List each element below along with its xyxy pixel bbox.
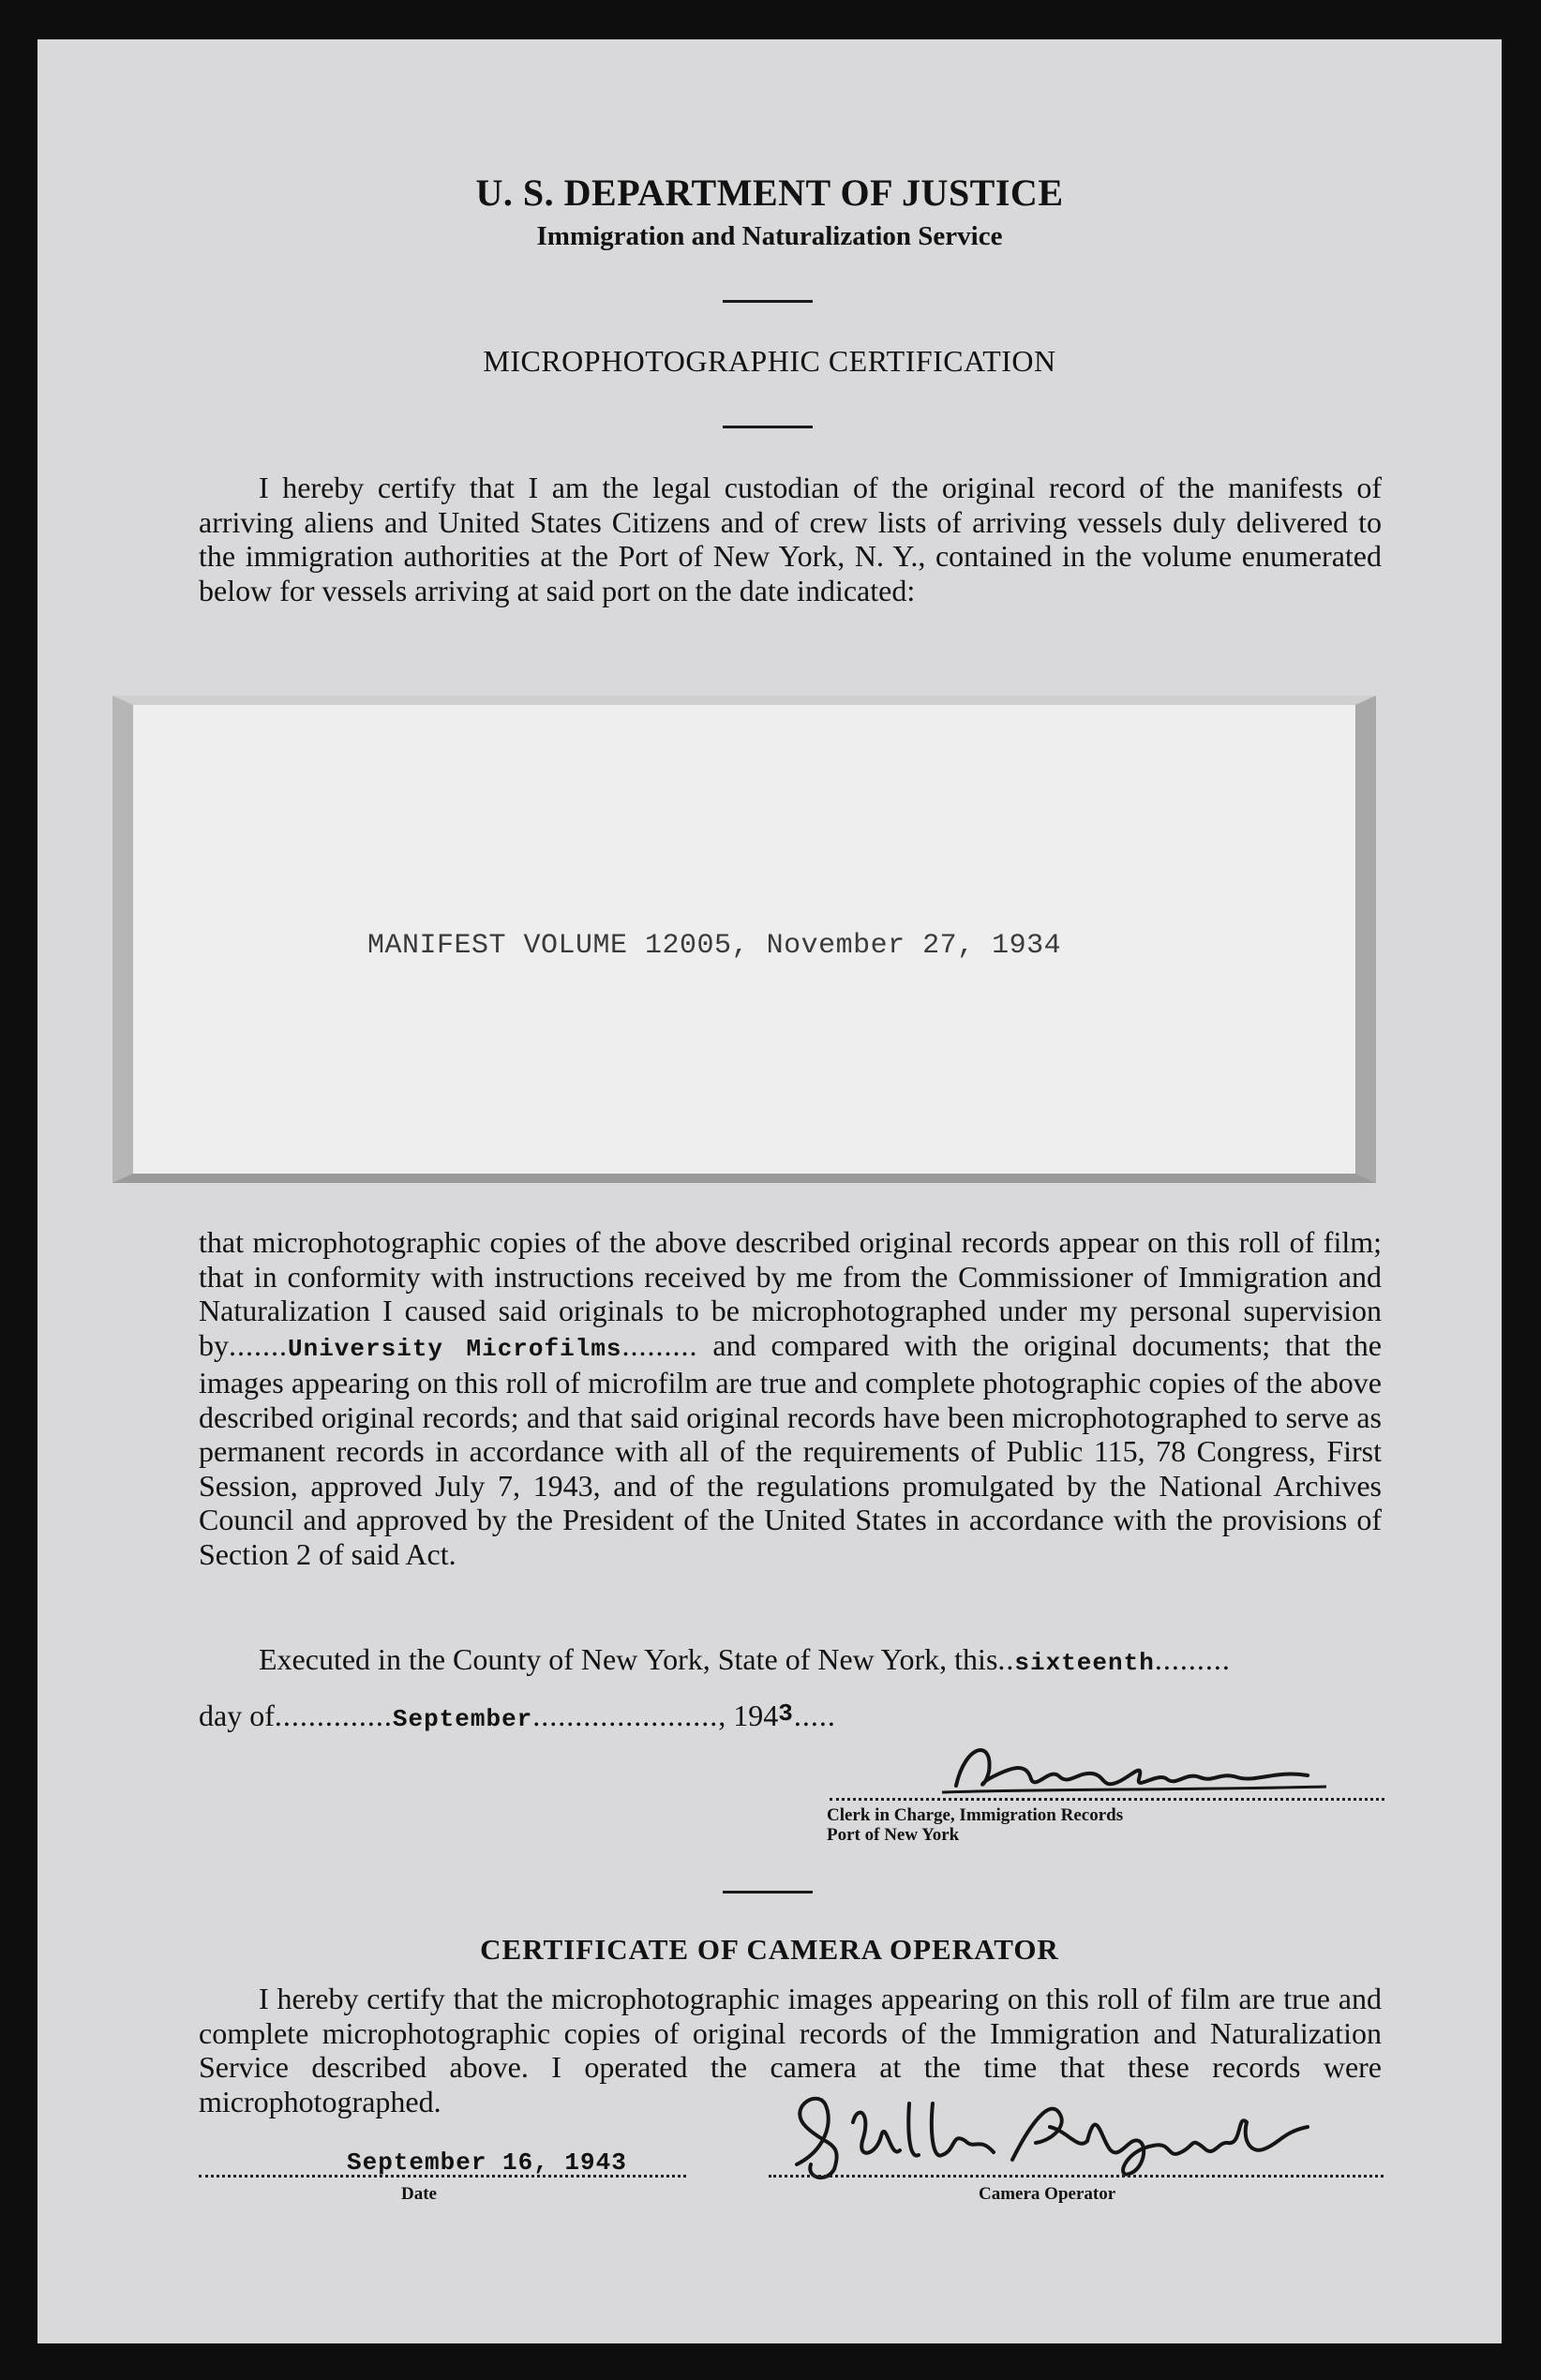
divider <box>723 426 813 428</box>
divider <box>723 300 813 303</box>
body-text-part2: and compared with the original documents; that the images appearing on this roll of microfilm are true and complete photographic copies of the above described original records; and that said original records have been microphotographed to serve as permanent records in accordance with all of the requirements of Public 115, 78 Congress, First Session, approved July 7, 1943, and of the regulations promulgated by the National Archives Council and approved by the President of the United States in accordance with the provisions of Section 2 of said Act. <box>199 1327 1383 1571</box>
certification-body <box>199 1225 1382 1571</box>
certification-title: MICROPHOTOGRAPHIC CERTIFICATION <box>483 344 1056 378</box>
execution-line <box>259 1642 1231 1677</box>
camera-operator-heading: CERTIFICATE OF CAMERA OPERATOR <box>480 1933 1059 1966</box>
date-label: Date <box>401 2184 437 2204</box>
day-of-line <box>199 1699 836 1733</box>
month-value: September <box>392 1705 533 1733</box>
day-of-label: day of <box>199 1699 275 1732</box>
fill-dots: ..... <box>793 1699 836 1732</box>
execution-prefix: Executed in the County of New York, State of New York, this <box>259 1642 998 1676</box>
year-prefix: , 194 <box>718 1699 779 1732</box>
fill-dots: .............. <box>274 1699 393 1732</box>
camera-operator-signature-line <box>769 2175 1384 2178</box>
fill-dots: .. <box>997 1642 1015 1676</box>
intro-paragraph: I hereby certify that I am the legal custodian of the original record of the manifests of arriving aliens and United States Citizens and of crew lists of arriving vessels duly delivered to the immigration authorities at the Port of New York, N. Y., contained in the volume enumerated below for vessels arriving at said port on the date indicated: <box>199 471 1382 607</box>
clerk-signature-line <box>830 1798 1384 1801</box>
year-digit: 3 <box>778 1699 794 1728</box>
camera-operator-paragraph: I hereby certify that the microphotographic images appearing on this roll of film are true and complete microphotographic copies of original records of the Immigration and Naturalization Service described above. I operated the camera at the time that these records were microphotographed. <box>199 1982 1382 2118</box>
manifest-slip <box>112 696 1376 1183</box>
day-word: sixteenth <box>1014 1649 1155 1677</box>
operator-date-value: September 16, 1943 <box>347 2148 627 2177</box>
fill-dots: ......... <box>621 1327 698 1362</box>
camera-operator-signature <box>769 2085 1331 2188</box>
agency-heading: U. S. DEPARTMENT OF JUSTICE <box>475 172 1064 214</box>
photographer-name: University Microfilms <box>288 1334 622 1363</box>
fill-dots: ....... <box>229 1327 288 1362</box>
camera-operator-label: Camera Operator <box>979 2184 1116 2204</box>
body-text-part1: that microphotographic copies of the above described original records appear on this roll of film; that in conformity with instructions received by me from the Commissioner of Immigration and Naturalization I caused said originals to be microphotographed under my personal supervision by <box>199 1225 1382 1362</box>
clerk-title: Clerk in Charge, Immigration Records <box>827 1805 1124 1825</box>
fill-dots: ...................... <box>532 1699 719 1732</box>
divider <box>723 1891 813 1894</box>
fill-dots: ......... <box>1154 1642 1231 1676</box>
manifest-volume-text: MANIFEST VOLUME 12005, November 27, 1934 <box>367 930 1062 962</box>
clerk-port: Port of New York <box>827 1825 960 1845</box>
service-subheading: Immigration and Naturalization Service <box>536 221 1003 251</box>
certificate-page <box>37 39 1502 2343</box>
